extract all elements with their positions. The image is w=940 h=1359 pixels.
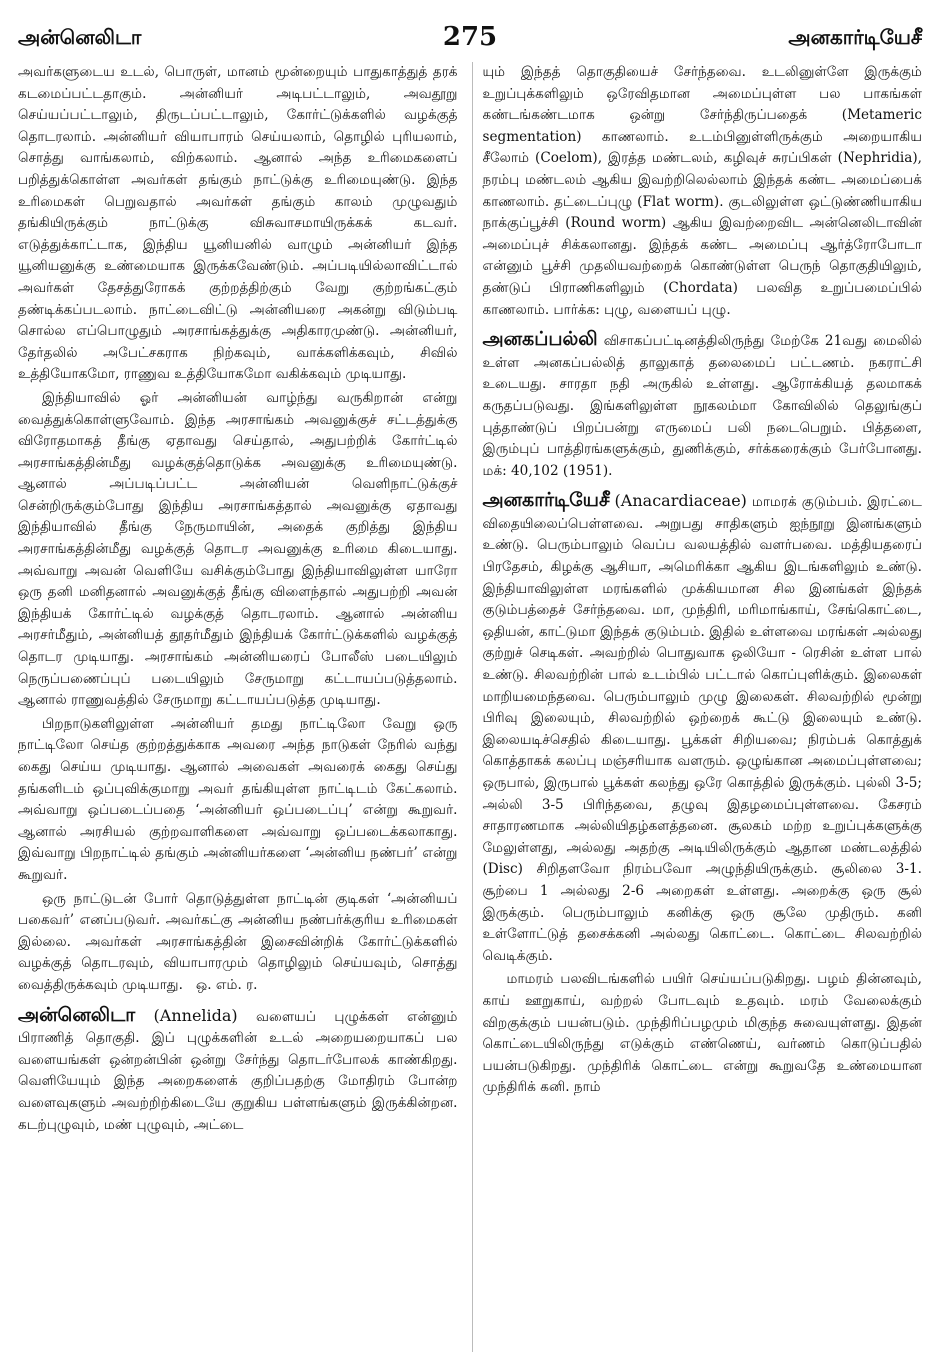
- paragraph: மாமரம் பலவிடங்களில் பயிர் செய்யப்படுகிறது. பழம் தின்னவும், காய் ஊறுகாய், வற்றல் போடவும் உதவும். மரம் வேலைக்கும் விறகுக்கும் பயன்படும். முந்திரிப்பழமும் மிகுந்த சுவையுள்ளது. இதன் கொட்டையிலிருந்து எடுக்கும் எண்ணெய், வர்ணம் கொடுப்பதில் பயன்படுகிறது. முந்திரிக் கொட்டை என்று கூறுவதே உண்மையான முந்திரிக் கனி. நாம்: [482, 971, 922, 1096]
- entry-anacardiaceae: [483, 490, 923, 1099]
- page-header: [18, 6, 922, 52]
- entry-term: அனகப்பல்லி: [482, 328, 598, 351]
- entry-latin-name: (Anacardiaceae): [614, 491, 747, 511]
- entry-paragraph: [483, 329, 923, 482]
- paragraph: [18, 889, 458, 997]
- left-column: [18, 62, 458, 1352]
- entry-latin-name: (Annelida): [153, 1005, 238, 1025]
- entry-paragraph: [483, 490, 923, 967]
- right-column: [472, 62, 923, 1352]
- paragraph: பிறநாடுகளிலுள்ள அன்னியர் தமது நாட்டிலோ வேறு ஒரு நாட்டிலோ செய்த குற்றத்துக்காக அவரை அந்த நாடுகள் நேரில் வந்து கைது செய்ய முடியாது. ஆனால் அவைகள் அவரைக் கைது செய்து தங்களிடம் ஒப்புவிக்குமாறு அவர் தங்கியுள்ள நாட்டிடம் கேட்கலாம். அவ்வாறு ஒப்படைப்பதை ‘அன்னியர் ஒப்படைப்பு’ என்று கூறுவர். ஆனால் அரசியல் குற்றவாளிகளை அவ்வாறு ஒப்படைக்கலாகாது. இவ்வாறு பிறநாட்டில் தங்கும் அன்னியர்களை ‘அன்னிய நண்பர்’ என்று கூறுவர்.: [18, 715, 458, 883]
- entry-text: மாமரக் குடும்பம். இரட்டை விதையிலைப்பெள்ளவை. அறுபது சாதிகளும் ஐந்நூறு இனங்களும் உண்டு. பெரும்பாலும் வெப்ப வலயத்தில் வளர்பவை. மத்தியதரைப் பிரதேசம், கிழக்கு ஆசியா, அமெரிக்கா ஆகிய இடங்களிலும் உண்டு. இந்தியாவிலுள்ள மரங்களில் முக்கியமான சில இனங்கள் இந்தக் குடும்பத்தைச் சேர்ந்தவை. மா, முந்திரி, மரிமாங்காய், சேங்கொட்டை, ஒதியன், காட்டுமா இந்தக் குடும்பம். இதில் உள்ளவை மரங்கள் அல்லது குற்றுச் செடிகள். அவற்றில் பொதுவாக ஒலியோ - ரெசின் உள்ள பால் உண்டு. சிலவற்றின் பால் உடம்பில் பட்டால் கொப்புளிக்கும். இலைகள் மாறியமைந்தவை. பெரும்பாலும் முழு இலைகள். சிலவற்றில் மூன்று பிரிவு இலையும், சிலவற்றில் ஒற்றைக் கூட்டு இலையும் உண்டு. இலையடிச்செதில் கிடையாது. பூக்கள் சிறியவை; நிரம்பக் கொத்துக் கொத்தாகக் கலப்பு மஞ்சரியாக வளரும். ஒழுங்கான அமைப்புள்ளவை; ஒருபால், இருபால் பூக்கள் கலந்து ஒரே கொத்தில் இருக்கும். புல்லி 3-5; அல்லி 3-5 பிரிந்தவை, தழுவு இதழமைப்புள்ளவை. கேசரம் சாதாரணமாக அல்லியிதழ்களத்தனை. சூலகம் மற்ற உறுப்புக்களுக்கு மேலுள்ளது, அல்லது அதற்கு அடியிலிருக்கும் ஆதான மண்டலத்தில் (Disc) சிறிதளவோ நிரம்பவோ அழுந்தியிருக்கும். சூலிலை 3-1. சூற்பை 1 அல்லது 2-6 அறைகள் உள்ளது. அறைக்கு ஒரு சூல் இருக்கும். பெரும்பாலும் கனிக்கு ஒரு சூலே முதிரும். கனி உள்ளோட்டுத் தசைக்கனி அல்லது கொட்டை. கொட்டை சிலவற்றில் வெடிக்கும்.: [482, 494, 922, 964]
- entry-paragraph: [18, 1005, 458, 1137]
- entry-annelida: [18, 1005, 458, 1137]
- entry-term: அன்னெலிடா: [18, 1003, 136, 1026]
- paragraph-text: ஒரு நாட்டுடன் போர் தொடுத்துள்ள நாட்டின் குடிகள் ‘அன்னியப் பகைவர்’ எனப்படுவர். அவர்கட்கு அன்னிய நண்பர்க்குரிய உரிமைகள் இல்லை. அவர்கள் அரசாங்கத்தின் இசைவின்றிக் கோர்ட்டுக்களில் வழக்குத் தொடரவும், வியாபாரமும் தொழிலும் செய்யவும், சொத்து வைத்திருக்கவும் முடியாது.: [18, 890, 458, 993]
- entry-text: விசாகப்பட்டினத்திலிருந்து மேற்கே 21வது மைலில் உள்ள அனகப்பல்லித் தாலுகாத் தலைமைப் பட்டணம். நகராட்சி உடையது. சாரதா நதி அருகில் உள்ளது. ஆரோக்கியத் தலமாகக் கருதப்படுவது. இங்களிலுள்ள நூகலம்மா கோவிலில் தெலுங்குப் புத்தாண்டுப் பிறப்பன்று எருமைப் பலி நடைபெறும். பித்தளை, இரும்புப் பாத்திரங்களுக்கும், துணிக்கும், சர்க்கரைக்கும் பேர்போனது. மக்: 40,102 (1951).: [482, 333, 922, 479]
- paragraph: யும் இந்தத் தொகுதியைச் சேர்ந்தவை. உடலினுள்ளே இருக்கும் உறுப்புக்களிலும் ஒரேவிதமான அமைப்புள்ள பல பாகங்கள் கண்டங்கண்டமாக ஒன்று சேர்ந்திருப்பதைக் (Metameric segmentation) காணலாம். உடம்பினுள்ளிருக்கும் அறையாகிய சீலோம் (Coelom), இரத்த மண்டலம், கழிவுச் சுரப்பிகள் (Nephridia), நரம்பு மண்டலம் ஆகிய இவற்றிலெல்லாம் இந்தக் கண்ட அமைப்பைக் காணலாம். தட்டைப்புழு (Flat worm). குடலிலுள்ள ஒட்டுண்ணியாகிய நாக்குப்பூச்சி (Round worm) ஆகிய இவற்றைவிட அன்னெலிடாவின் அமைப்புச் சிக்கலானது. இந்தக் கண்ட அமைப்பு ஆர்த்ரோபோடா என்னும் பூச்சி முதலியவற்றைக் கொண்டுள்ள பெருந் தொகுதியிலும், தண்டுப் பிராணிகளிலும் (Chordata) பலவித உறுப்பமைப்பில் காணலாம். பார்க்க: புழு, வளையப் புழு.: [482, 64, 922, 318]
- entry-text: வளையப் புழுக்கள் என்னும் பிராணித் தொகுதி. இப் புழுக்களின் உடல் அறையறையாகப் பல வளையங்கள் ஒன்றன்பின் ஒன்று சேர்ந்து தொடர்போலக் காண்கிறது. வெளியேயும் இந்த அறைகளைக் குறிப்பதற்கு மோதிரம் போன்ற வளைவுகளும் அவற்றிற்கிடையே குறுகிய பள்ளங்களும் இருக்கின்றன. கடற்புழுவும், மண் புழுவும், அட்டை: [18, 1008, 458, 1133]
- entry-term: அனகார்டியேசீ: [482, 489, 610, 512]
- entry-anakapalli: [483, 329, 923, 482]
- right-running-headword: அனகார்டியேசீ: [788, 25, 922, 49]
- page-number: 275: [442, 22, 498, 52]
- paragraph: இந்தியாவில் ஓர் அன்னியன் வாழ்ந்து வருகிறான் என்று வைத்துக்கொள்ளுவோம். இந்த அரசாங்கம் அவனுக்குச் சட்டத்துக்கு விரோதமாகத் தீங்கு ஏதாவது செய்தால், அதுபற்றிக் கோர்ட்டில் அரசாங்கத்தின்மீது வழக்குத்தொடுக்க அவனுக்கு உரிமையுண்டு. ஆனால் அப்படிப்பட்ட அன்னியன் வெளிநாட்டுக்குச் சென்றிருக்கும்போது இந்திய அரசாங்கத்தால் அவனுக்கு ஏதாவது இந்தியாவில் தீங்கு நேருமாயின், அதைக் குறித்து இந்திய அரசாங்கத்தின்மீது வழக்குத் தொடர அவனுக்கு உரிமை கிடையாது. அவ்வாறு அவன் வெளியே வசிக்கும்போது இந்தியாவிலுள்ள யாரோ ஒரு தனி மனிதனால் அவனுக்குத் தீங்கு விளைந்தால் அதுபற்றி அவன் இந்தியக் கோர்ட்டில் வழக்குத் தொடரலாம். ஆனால் அன்னிய அரசர்மீதும், அன்னியத் தூதர்மீதும் இந்தியக் கோர்ட்டுக்களில் வழக்குத் தொடர முடியாது. அரசாங்கம் அன்னியரைப் போலீஸ் படையிலும் நெருப்பணைப்புப் படையிலும் சேருமாறு கட்டாயப்படுத்தலாம். ஆனால் ராணுவத்தில் சேருமாறு கட்டாயப்படுத்த முடியாது.: [18, 389, 458, 709]
- paragraph: அவர்களுடைய உடல், பொருள், மானம் மூன்றையும் பாதுகாத்துத் தரக் கடமைப்பட்டதாகும். அன்னியர் அடிபட்டாலும், அவதூறு செய்யப்பட்டாலும், திருடப்பட்டாலும், கோர்ட்டுக்களில் வழக்குத் தொடரலாம். அன்னியர் வியாபாரம் செய்யலாம், தொழில் புரியலாம், சொத்து வாங்கலாம், விற்கலாம். ஆனால் அந்த உரிமைகளைப் பறித்துக்கொள்ள அவர்கள் தங்கும் நாட்டுக்கு உரிமையுண்டு. இந்த உரிமைகள் பெறுவதால் அவர்கள் தங்கும் காலம் முழுவதும் தங்கியிருக்கும் நாட்டுக்கு விசுவாசமாயிருக்கக் கடவர். எடுத்துக்காட்டாக, இந்திய யூனியனில் வாழும் அன்னியர் இந்த யூனியனுக்கு உண்மையாக இருக்கவேண்டும். அப்படியில்லாவிட்டால் அவர்கள் தேசத்துரோகக் குற்றத்திற்கும் வேறு குற்றங்கட்கும் தண்டிக்கப்படலாம். நாட்டைவிட்டு அன்னியரை அகன்று விடும்படி சொல்ல எப்பொழுதும் அரசாங்கத்துக்கு அதிகாரமுண்டு. அன்னியர், தேர்தலில் அபேட்சகராக நிற்கவும், வாக்களிக்கவும், சிவில் உத்தியோகமோ, ராணுவ உத்தியோகமோ வகிக்கவும் முடியாது.: [18, 64, 458, 383]
- two-column-body: [18, 62, 922, 1352]
- author-signature: ஒ. எம். ர.: [195, 976, 258, 993]
- left-running-headword: அன்னெலிடா: [18, 25, 142, 49]
